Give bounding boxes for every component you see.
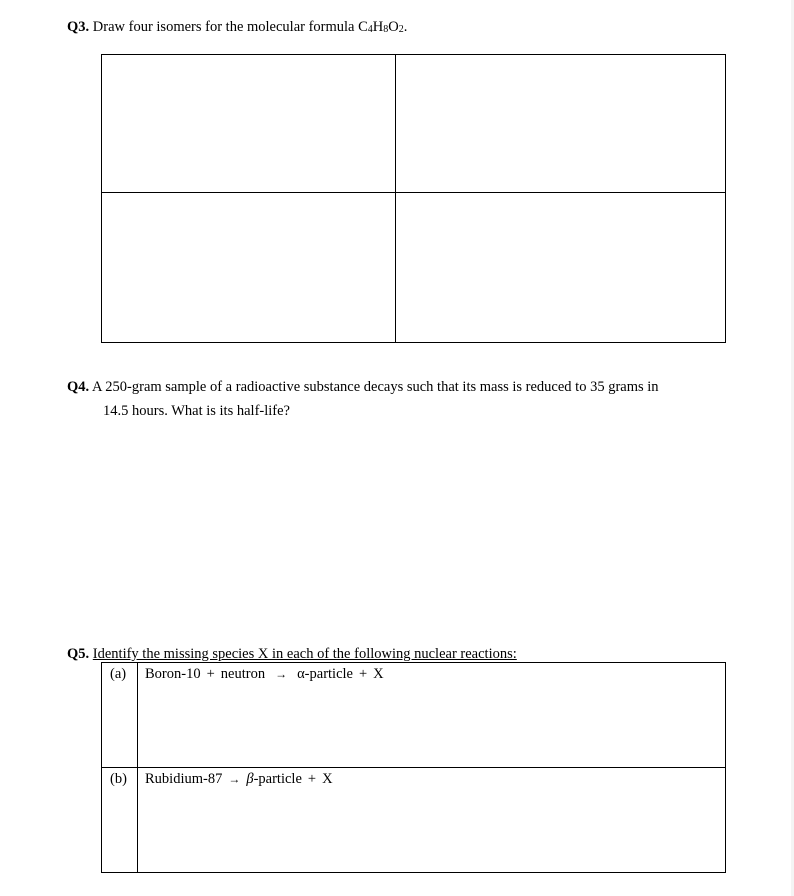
- q3-answer-cell-2[interactable]: [396, 55, 725, 192]
- q5-label: Q5.: [67, 646, 90, 662]
- q5b-reaction: Rubidium-87 → β-particle + X: [145, 771, 333, 787]
- q5b-answer-area[interactable]: [138, 791, 725, 872]
- q4-label: Q4.: [67, 379, 90, 395]
- q5-title: Identify the missing species X in each of the following nuclear reactions:: [92, 646, 517, 662]
- q4-line1: A 250-gram sample of a radioactive substance decays such that its mass is reduced to 35 grams in: [91, 379, 659, 395]
- q5a-label: (a): [110, 666, 127, 682]
- q5b-product-symbol: β: [246, 771, 254, 787]
- q3-label: Q3.: [67, 19, 90, 35]
- q5a-unknown: X: [373, 666, 384, 682]
- q4-line2: 14.5 hours. What is its half-life?: [103, 403, 290, 419]
- q5a-arrow: →: [275, 667, 288, 681]
- q3-answer-cell-4[interactable]: [396, 193, 725, 342]
- q5b-arrow: →: [228, 772, 241, 786]
- q5a-reactant2: neutron: [220, 666, 266, 682]
- q5a-reactant: Boron-10: [145, 666, 201, 682]
- q5b-label: (b): [110, 771, 127, 787]
- q3-formula: $C_4H_8O_2$.: [358, 19, 408, 35]
- q5-question: [67, 645, 517, 663]
- q3-text: Draw four isomers for the molecular formula: [92, 19, 359, 35]
- q5a-reaction: Boron-10 + neutron → α-particle + X: [145, 666, 384, 682]
- q5b-product-suffix: -particle: [253, 771, 302, 787]
- q5b-reactant: Rubidium-87: [145, 771, 223, 787]
- q3-question: [67, 18, 407, 36]
- q3-answer-cell-1[interactable]: [102, 55, 395, 192]
- q4-question: [67, 378, 659, 396]
- q5a-product: α-particle: [297, 666, 353, 682]
- q5b-unknown: X: [322, 771, 333, 787]
- q3-answer-cell-3[interactable]: [102, 193, 395, 342]
- q5-table-divider-horizontal: [101, 767, 726, 768]
- q5a-answer-area[interactable]: [138, 686, 725, 766]
